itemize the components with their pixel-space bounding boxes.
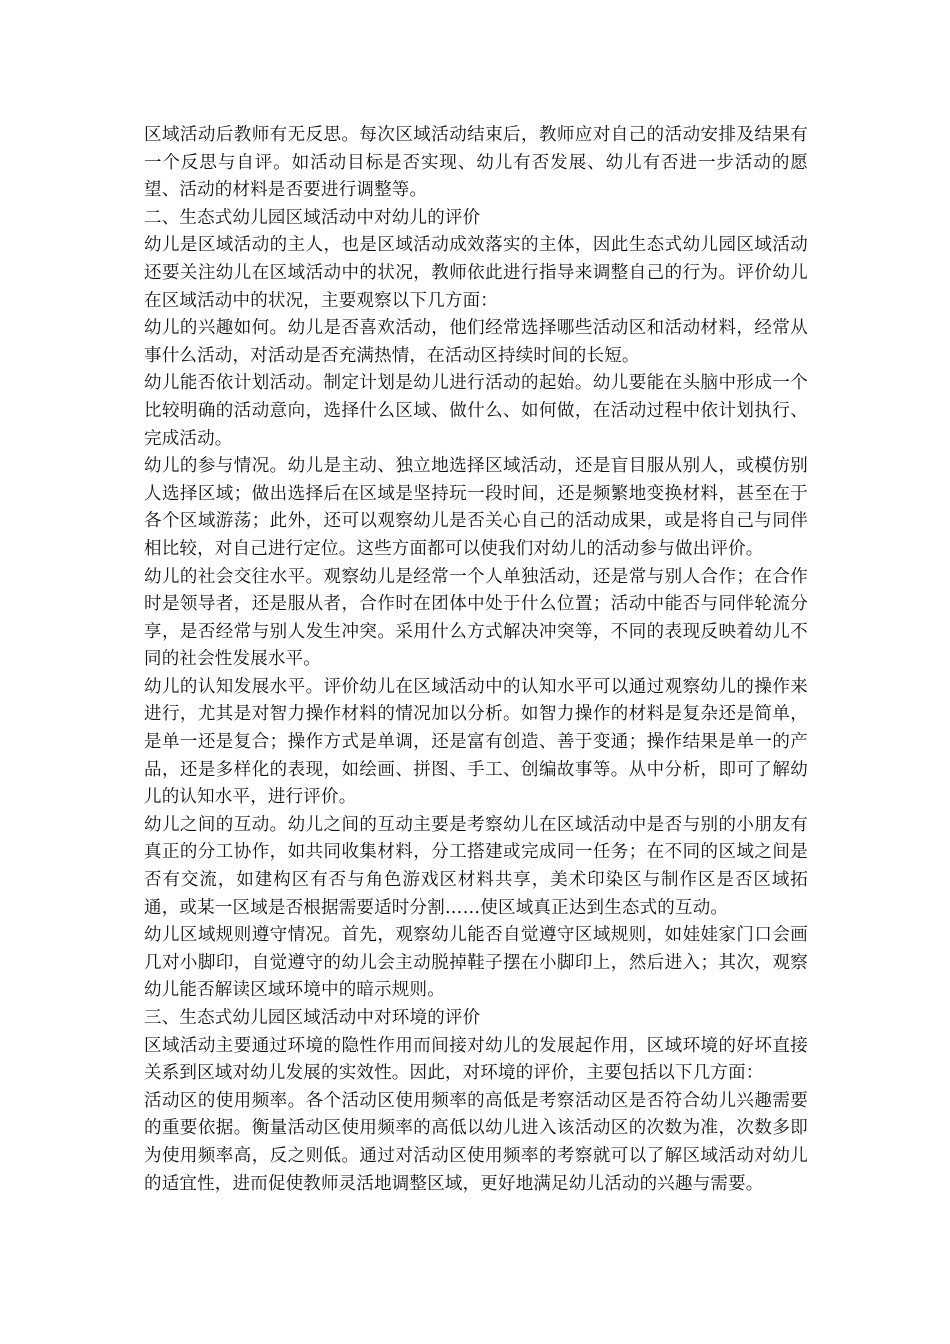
paragraph-plan-activity: 幼儿能否依计划活动。制定计划是幼儿进行活动的起始。幼儿要能在头脑中形成一个比较明确的活动意向，选择什么区域、做什么、如何做，在活动过程中依计划执行、完成活动。: [144, 373, 808, 449]
paragraph-environment-intro: 区域活动主要通过环境的隐性作用而间接对幼儿的发展起作用，区域环境的好坏直接关系到区域对幼儿发展的实效性。因此，对环境的评价，主要包括以下几方面：: [144, 1035, 808, 1084]
section-heading-environment-evaluation: 三、生态式幼儿园区域活动中对环境的评价: [144, 1008, 481, 1028]
document-body: [144, 122, 808, 1198]
paragraph-cognitive-level: 幼儿的认知发展水平。评价幼儿在区域活动中的认知水平可以通过观察幼儿的操作来进行，尤其是对智力操作材料的情况加以分析。如智力操作的材料是复杂还是简单，是单一还是复合；操作方式是单调，还是富有创造、善于变通；操作结果是单一的产品，还是多样化的表现，如绘画、拼图、手工、创编故事等。从中分析，即可了解幼儿的认知水平，进行评价。: [144, 676, 808, 808]
paragraph-participation: 幼儿的参与情况。幼儿是主动、独立地选择区域活动，还是盲目服从别人，或模仿别人选择区域；做出选择后在区域是坚持玩一段时间，还是频繁地变换材料，甚至在于各个区域游荡；此外，还可以观察幼儿是否关心自己的活动成果，或是将自己与同伴相比较，对自己进行定位。这些方面都可以使我们对幼儿的活动参与做出评价。: [144, 456, 808, 559]
paragraph-rule-compliance: 幼儿区域规则遵守情况。首先，观察幼儿能否自觉遵守区域规则，如娃娃家门口会画几对小脚印，自觉遵守的幼儿会主动脱掉鞋子摆在小脚印上，然后进入；其次，观察幼儿能否解读区域环境中的暗示规则。: [144, 925, 808, 1001]
paragraph-teacher-reflection: 区域活动后教师有无反思。每次区域活动结束后，教师应对自己的活动安排及结果有一个反思与自评。如活动目标是否实现、幼儿有否发展、幼儿有否进一步活动的愿望、活动的材料是否要进行调整等。: [144, 125, 808, 201]
paragraph-social-interaction: 幼儿的社会交往水平。观察幼儿是经常一个人单独活动，还是常与别人合作；在合作时是领导者，还是服从者，合作时在团体中处于什么位置；活动中能否与同伴轮流分享，是否经常与别人发生冲突。采用什么方式解决冲突等，不同的表现反映着幼儿不同的社会性发展水平。: [144, 566, 808, 670]
paragraph-child-status-intro: 幼儿是区域活动的主人，也是区域活动成效落实的主体，因此生态式幼儿园区域活动还要关注幼儿在区域活动中的状况，教师依此进行指导来调整自己的行为。评价幼儿在区域活动中的状况，主要观察以下几方面：: [144, 235, 808, 311]
paragraph-usage-frequency: 活动区的使用频率。各个活动区使用频率的高低是考察活动区是否符合幼儿兴趣需要的重要依据。衡量活动区使用频率的高低以幼儿进入该活动区的次数为准，次数多即为使用频率高，反之则低。通过对活动区使用频率的考察就可以了解区域活动对幼儿的适宜性，进而促使教师灵活地调整区域，更好地满足幼儿活动的兴趣与需要。: [144, 1090, 808, 1194]
section-heading-child-evaluation: 二、生态式幼儿园区域活动中对幼儿的评价: [144, 207, 481, 228]
paragraph-child-interest: 幼儿的兴趣如何。幼儿是否喜欢活动，他们经常选择哪些活动区和活动材料，经常从事什么活动，对活动是否充满热情，在活动区持续时间的长短。: [144, 318, 808, 366]
paragraph-peer-interaction: 幼儿之间的互动。幼儿之间的互动主要是考察幼儿在区域活动中是否与别的小朋友有真正的分工协作，如共同收集材料，分工搭建或完成同一任务；在不同的区域之间是否有交流，如建构区有否与角色游戏区材料共享，美术印染区与制作区是否区域拓通，或某一区域是否根据需要适时分割……使区域真正达到生态式的互动。: [144, 814, 808, 918]
